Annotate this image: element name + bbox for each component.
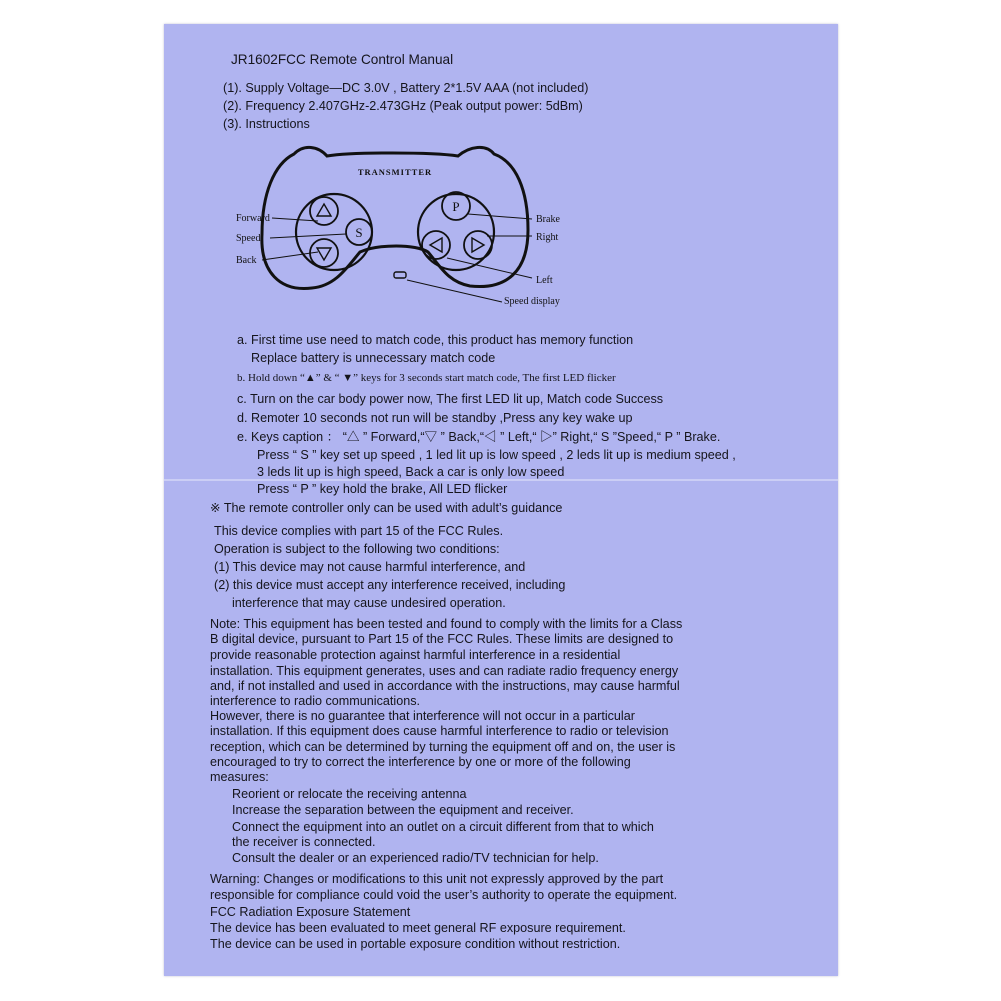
- left-triangle-icon: [430, 238, 442, 252]
- right-triangle-icon: [472, 238, 484, 252]
- fcc-note-line: interference to radio communications.: [210, 694, 420, 708]
- fcc-measure-item: the receiver is connected.: [232, 835, 376, 849]
- label-back: Back: [236, 255, 257, 266]
- fcc-compliance-line: This device complies with part 15 of the FCC Rules.: [214, 524, 504, 538]
- instruction-e-high-speed: 3 leds lit up is high speed, Back a car is only low speed: [257, 465, 565, 479]
- fcc-measure-item: Consult the dealer or an experienced radio/TV technician for help.: [232, 851, 599, 865]
- spec-supply-voltage: (1). Supply Voltage—DC 3.0V , Battery 2*1.5V AAA (not included): [223, 81, 589, 95]
- transmitter-label: TRANSMITTER: [357, 167, 433, 177]
- spec-frequency: (2). Frequency 2.407GHz-2.473GHz (Peak output power: 5dBm): [223, 99, 583, 113]
- fcc-note-line: measures:: [210, 770, 269, 784]
- fcc-note-line: and, if not installed and used in accordance with the instructions, may cause harmful: [210, 679, 680, 693]
- label-speed-display: Speed display: [504, 296, 560, 307]
- left-button: [422, 231, 450, 259]
- rf-exposure-line: The device has been evaluated to meet general RF exposure requirement.: [210, 921, 626, 935]
- manual-sheet: [164, 24, 838, 976]
- label-speed: Speed: [236, 233, 261, 244]
- label-left: Left: [536, 275, 553, 286]
- fcc-note-line: encouraged to try to correct the interference by one or more of the following: [210, 755, 631, 769]
- fcc-note-line: B digital device, pursuant to Part 15 of the FCC Rules. These limits are designed to: [210, 632, 674, 646]
- up-triangle-icon: [317, 204, 331, 216]
- label-brake: Brake: [536, 214, 560, 225]
- right-button: [464, 231, 492, 259]
- fcc-measure-item: Increase the separation between the equipment and receiver.: [232, 803, 574, 817]
- rf-exposure-heading: FCC Radiation Exposure Statement: [210, 905, 411, 919]
- label-forward: Forward: [236, 213, 270, 224]
- fcc-warning-line: Warning: Changes or modifications to this unit not expressly approved by the part: [210, 872, 664, 886]
- instruction-e-speed: Press “ S ” key set up speed , 1 led lit up is low speed , 2 leds lit up is medium speed ,: [257, 448, 736, 462]
- instruction-e-brake: Press “ P ” key hold the brake, All LED flicker: [257, 482, 508, 496]
- fcc-compliance-line: (2) this device must accept any interference received, including: [214, 578, 566, 592]
- instruction-a: a. First time use need to match code, this product has memory function: [237, 333, 634, 347]
- remote-diagram: [232, 142, 572, 308]
- fcc-note-line: Note: This equipment has been tested and found to comply with the limits for a Class: [210, 617, 683, 631]
- instruction-d: d. Remoter 10 seconds not run will be standby ,Press any key wake up: [237, 411, 633, 425]
- fcc-warning-line: responsible for compliance could void the user’s authority to operate the equipment.: [210, 888, 678, 902]
- fcc-compliance-line: interference that may cause undesired operation.: [232, 596, 506, 610]
- fcc-note-line: provide reasonable protection against harmful interference in a residential: [210, 648, 621, 662]
- adult-guidance-note: ※ The remote controller only can be used with adult’s guidance: [210, 501, 563, 515]
- speed-display-led: [394, 272, 406, 278]
- down-triangle-icon: [317, 248, 331, 260]
- brake-button-label: P: [452, 199, 460, 214]
- speed-button-label: S: [355, 225, 363, 240]
- fcc-note-line: installation. If this equipment does cause harmful interference to radio or television: [210, 724, 669, 738]
- spec-instructions-heading: (3). Instructions: [223, 117, 310, 131]
- label-right: Right: [536, 232, 559, 243]
- fcc-compliance-line: (1) This device may not cause harmful interference, and: [214, 560, 526, 574]
- fcc-note-line: installation. This equipment generates, uses and can radiate radio frequency energy: [210, 664, 679, 678]
- manual-title: JR1602FCC Remote Control Manual: [231, 52, 454, 67]
- fcc-measure-item: Connect the equipment into an outlet on a circuit different from that to which: [232, 820, 654, 834]
- instruction-b: b. Hold down “▲” & “ ▼” keys for 3 seconds start match code, The first LED flicker: [237, 372, 616, 384]
- instruction-e: e. Keys caption ： “△ ” Forward,“▽ ” Back,“◁ ” Left,“ ▷” Right,“ S ”Speed,“ P ” Brake.: [237, 430, 721, 444]
- fcc-note-line: However, there is no guarantee that interference will not occur in a particular: [210, 709, 635, 723]
- fcc-compliance-line: Operation is subject to the following two conditions:: [214, 542, 500, 556]
- instruction-c: c. Turn on the car body power now, The first LED lit up, Match code Success: [237, 392, 664, 406]
- rf-exposure-line: The device can be used in portable exposure condition without restriction.: [210, 937, 621, 951]
- fcc-measure-item: Reorient or relocate the receiving antenna: [232, 787, 467, 801]
- instruction-a-2: Replace battery is unnecessary match code: [251, 351, 496, 365]
- fcc-note-line: reception, which can be determined by turning the equipment off and on, the user is: [210, 740, 676, 754]
